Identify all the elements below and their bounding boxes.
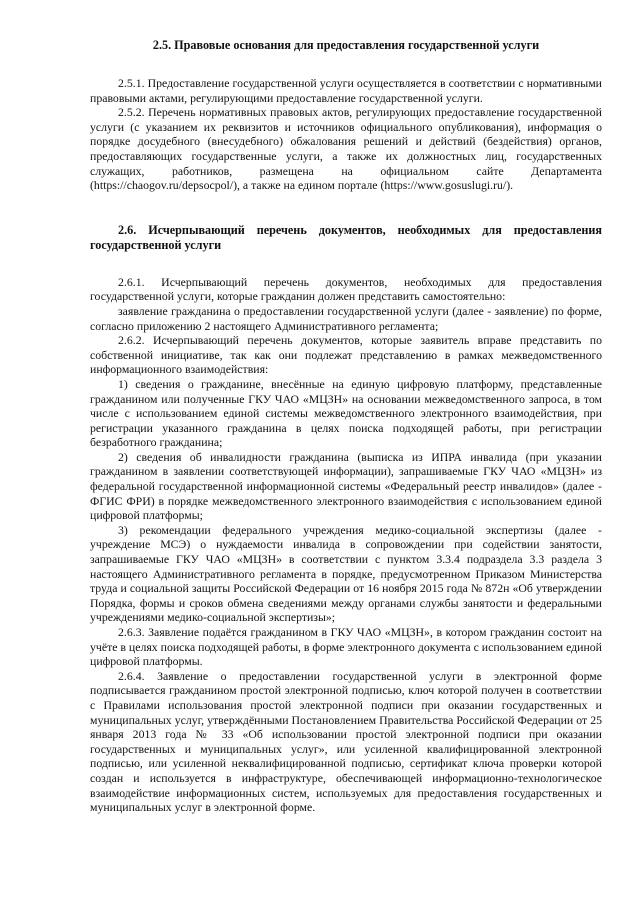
list-item-3: 3) рекомендации федерального учреждения медико-социальной экспертизы (далее - учреждение МСЭ) о нуждаемости инвалида в сопровождении при содействии занятости, запрашиваемые ГКУ ЧАО «МЦЗН» в соответствии с пунктом 3.3.4 подраздела 3.3 раздела 3 настоящего Административного регламента в порядке, предусмотренном Приказом Министерства труда и социальной защиты Российской Федерации от 16 ноября 2015 года № 872н «Об утверждении Порядка, формы и сроков обмена сведениями между органами службы занятости и федеральными учреждениями медико-социальной экспертизы»;	[90, 522, 602, 625]
paragraph-2-6-2: 2.6.2. Исчерпывающий перечень документов, которые заявитель вправе представить по собственной инициативе, так как они подлежат представлению в рамках межведомственного информационного взаимодействия:	[90, 333, 602, 377]
list-item-2: 2) сведения об инвалидности гражданина (выписка из ИПРА инвалида (при указании гражданином в заявлении соответствующей информации), запрашиваемые ГКУ ЧАО «МЦЗН» из федеральной государственной информационной системы «Федеральный реестр инвалидов» (далее - ФГИС ФРИ) в порядке межведомственного электронного взаимодействия с использованием единой цифровой платформы;	[90, 449, 602, 523]
paragraph-application-form: заявление гражданина о предоставлении государственной услуги (далее - заявление) по форме, согласно приложению 2 настоящего Административного регламента;	[90, 303, 602, 333]
paragraph-2-6-3: 2.6.3. Заявление подаётся гражданином в ГКУ ЧАО «МЦЗН», в котором гражданин состоит на учёте в целях поиска подходящей работы, в форме электронного документа с использованием единой цифровой платформы.	[90, 625, 602, 669]
paragraph-2-5-1: 2.5.1. Предоставление государственной услуги осуществляется в соответствии с нормативными правовыми актами, регулирующими предоставление государственной услуги.	[90, 76, 602, 105]
paragraph-2-5-2: 2.5.2. Перечень нормативных правовых актов, регулирующих предоставление государственной услуги (с указанием их реквизитов и источников официального опубликования), информация о порядке досудебного (внесудебного) обжалования решений и действий (бездействия) органов, предоставляющих государственные услуги, а также их должностных лиц, государственных служащих, работников, размещена на официальном сайте Департамента (https://chaogov.ru/depsocpol/), а также на едином портале (https://www.gosuslugi.ru/).	[90, 105, 602, 193]
section-2-6-heading: 2.6. Исчерпывающий перечень документов, необходимых для предоставления государственной услуги	[90, 222, 602, 252]
list-item-1: 1) сведения о гражданине, внесённые на единую цифровую платформу, представленные гражданином или полученные ГКУ ЧАО «МЦЗН» на основании межведомственного запроса, в том числе с использованием единой системы межведомственного электронного взаимодействия, при регистрации указанного гражданина в целях поиска подходящей работы, при регистрации безработного гражданина;	[90, 376, 602, 450]
paragraph-2-6-1: 2.6.1. Исчерпывающий перечень документов, необходимых для предоставления государственной услуги, которые гражданин должен представить самостоятельно:	[90, 274, 602, 304]
section-2-5-heading: 2.5. Правовые основания для предоставления государственной услуги	[152, 38, 540, 52]
paragraph-2-6-4: 2.6.4. Заявление о предоставлении государственной услуги в электронной форме подписывается гражданином простой электронной подписью, ключ которой получен в соответствии с Правилами использования простой электронной подписи при оказании государственных и муниципальных услуг, утверждёнными Постановлением Правительства Российской Федерации от 25 января 2013 года № 33 «Об использовании простой электронной подписи при оказании государственных и муниципальных услуг», или усиленной квалифицированной электронной подписью, или усиленной неквалифицированной подписью, сертификат ключа проверки которой создан и используется в инфраструктуре, обеспечивающей информационно-технологическое взаимодействие информационных систем, используемых для предоставления государственных и муниципальных услуг в электронной форме.	[90, 668, 602, 815]
